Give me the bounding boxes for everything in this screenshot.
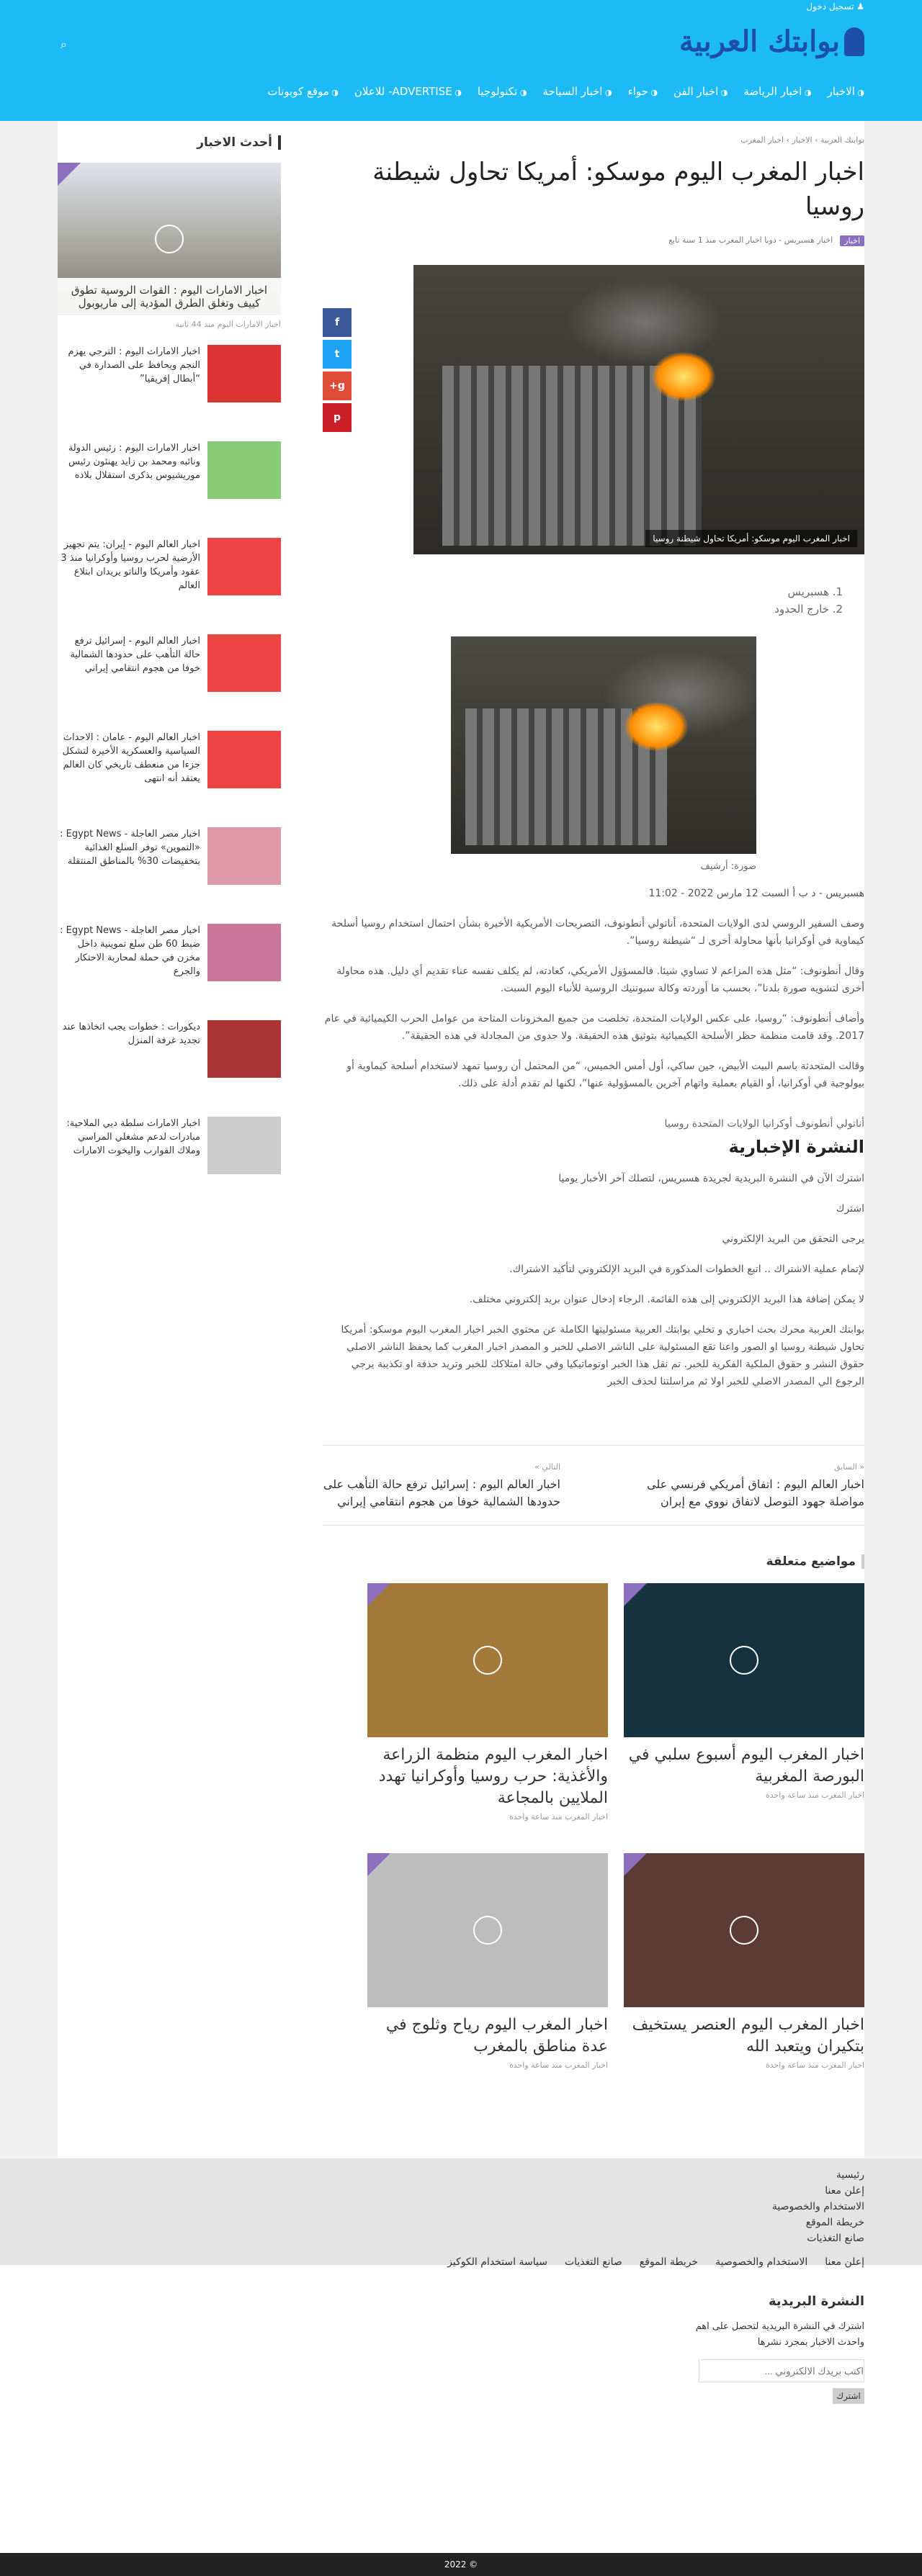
category-badge[interactable]: اخبار	[840, 235, 864, 246]
footer-newsletter: النشرة البريدية اشترك في النشرة البريدية لتحصل على اهم واحدث الاخبار بمجرد نشرها اكتب بريدك الالكتروني ... اشترك	[0, 2265, 922, 2553]
sidebar-news-item[interactable]: اخبار العالم اليوم - إيران: يتم تجهيز الأرضية لحرب روسيا وأوكرانيا منذ 3 عقود وأمريكا والناتو يريدان ابتلاع العالم	[58, 538, 281, 618]
site-title: بوابتك العربية	[679, 24, 840, 58]
camera-icon	[473, 1916, 502, 1945]
newsletter-email-input[interactable]	[699, 2359, 864, 2382]
article-paragraph: وأضاف أنطونوف: “روسيا، على عكس الولايات المتحدة، تخلصت من جميع المخزونات المتاحة من عوامل الحرب الكيميائية في عام 2017. وقد قامت منظمة حظر الأسلحة الكيميائية بتوثيق هذه الحقيقة. ولا جدوى من المجادلة في هذه الحقيقة”.	[324, 1013, 864, 1042]
source-list: 1. هسبريس 2. خارج الحدود	[774, 585, 843, 616]
disclaimer-text: بوابتك العربية محرك بحث اخباري و تخلي بوابتك العربية مسئوليتها الكاملة عن محتوي الخبر اخبار المغرب اليوم موسكو: أمريكا تحاول شيطنة روسيا او الصور واعنا تقع المسئولية على الناشر الاصلي للخبر و المصدر اخبار المغرب كما يحفظ الناشر الاصلي حقوق النشر و حقوق الملكية الفكرية للخبر. تم نقل هذا الخبر اوتوماتيكيا وفي حالة امتلاكك للخبر وتريد حذفة او تكذيبة يرجي الرجوع الي المصدر الاصلي للخبر اولا ثم مراسلتنا لحذف الخبر	[341, 1324, 864, 1387]
camera-icon	[473, 1646, 502, 1675]
sidebar-title: أحدث الاخبار	[58, 135, 281, 150]
nav-advertise[interactable]: ◑ ADVERTISE- للاعلان	[354, 85, 462, 98]
post-navigation	[323, 1445, 864, 1526]
footer-title: رئيسية	[836, 2169, 864, 2181]
nav-art[interactable]: ◑ اخبار الفن	[673, 85, 728, 98]
copyright: © 2022	[0, 2553, 922, 2576]
site-logo[interactable]	[679, 24, 864, 58]
facebook-share-icon[interactable]: f	[323, 308, 352, 337]
newsletter-email-check: يرجى التحقق من البريد الإلكتروني	[722, 1233, 864, 1245]
sidebar-news-item[interactable]: اخبار العالم اليوم - إسرائيل ترفع حالة التأهب على حدودها الشمالية خوفا من هجوم انتقامي إيراني	[58, 634, 281, 715]
newsletter-error: لا يمكن إضافة هذا البريد الإلكتروني إلى هذه القائمة. الرجاء إدخال عنوان بريد إلكتروني مختلف.	[469, 1294, 864, 1305]
article-title: اخبار المغرب اليوم موسكو: أمريكا تحاول شيطنة روسيا	[372, 158, 864, 221]
newsletter-text: اشترك الآن في النشرة البريدية لجريدة هسبريس، لتصلك آخر الأخبار يوميا	[558, 1173, 864, 1184]
featured-news[interactable]: اخبار الامارات اليوم : القوات الروسية تطوق كييف وتغلق الطرق المؤدية إلى ماريوبول	[58, 163, 281, 315]
login-link[interactable]: ♟ تسجيل دخول	[806, 1, 864, 12]
nav-tech[interactable]: ◑ تكنولوجيا	[478, 85, 527, 98]
second-image-caption: صورة: أرشيف	[700, 861, 756, 872]
nav-news[interactable]: ◑ الاخبار	[828, 85, 864, 98]
previous-post-link[interactable]: « السابق اخبار العالم اليوم : اتفاق أمريكي فرنسي على مواصلة جهود التوصل لاتفاق نووي مع إيران	[647, 1462, 864, 1508]
main-nav	[267, 85, 864, 98]
camera-icon	[155, 225, 184, 253]
sidebar-news-item[interactable]: اخبار مصر العاجلة - Egypt News : «التموين» توفر السلع الغذائية بتخفيضات 30% بالمناطق المنتقلة	[58, 827, 281, 908]
footer-links: رئيسية إعلن معنا الاستخدام والخصوصية خريطة الموقع صانع التغذيات إعلن معنا الاستخدام والخصوصية خريطة الموقع صانع التغذيات سياسة استخدام الكوكيز	[0, 2158, 922, 2265]
sidebar-news-item[interactable]: اخبار الامارات اليوم : رئيس الدولة ونائبه ومحمد بن زايد يهنئون رئيس موريشيوس بذكرى استقلال بلاده	[58, 441, 281, 522]
search-icon[interactable]: ⌕	[61, 37, 67, 51]
nav-coupons[interactable]: ◑ موقع كوبونات	[267, 85, 339, 98]
sidebar-news-item[interactable]: اخبار الامارات سلطة دبي الملاحية: مبادرات لدعم مشغلي المراسي وملاك القوارب واليخوت الامارات	[58, 1117, 281, 1197]
sidebar-news-item[interactable]: اخبار العالم اليوم - عامان : الاحداث السياسية والعسكرية الأخيرة لتشكل جزءا من منعطف تاريخي كان العالم يعتقد أنه انتهى	[58, 731, 281, 811]
featured-meta: اخبار الامارات اليوم منذ 44 ثانية	[175, 320, 281, 329]
sidebar-news-item[interactable]: اخبار الامارات اليوم : الترجي يهزم النجم ويحافظ على الصدارة في “أبطال إفريقيا”	[58, 345, 281, 425]
nav-tourism[interactable]: ◑ اخبار السياحة	[542, 85, 612, 98]
camera-icon	[730, 1646, 758, 1675]
related-card[interactable]: اخبار المغرب اليوم العنصر يستخيف بتكيران ويتعبد الله اخبار المغرب منذ ساعة واحدة	[624, 1853, 864, 2070]
newsletter-confirm: لإتمام عملية الاشتراك .. اتبع الخطوات المذكورة في البريد الإلكتروني لتأكيد الاشتراك.	[509, 1264, 864, 1275]
pinterest-share-icon[interactable]: p	[323, 403, 352, 432]
nav-sports[interactable]: ◑ اخبار الرياضة	[743, 85, 811, 98]
hero-caption: اخبار المغرب اليوم موسكو: أمريكا تحاول شيطنة روسيا	[645, 530, 857, 547]
newsletter-submit-button[interactable]: اشترك	[833, 2388, 864, 2404]
share-bar	[323, 308, 352, 435]
article-tags[interactable]: أناتولي أنطونوف أوكرانيا الولايات المتحدة روسيا	[664, 1118, 864, 1130]
article-date: هسبريس - د ب أ السبت 12 مارس 2022 - 11:02	[648, 888, 864, 899]
related-topics	[323, 1554, 864, 2070]
site-header	[0, 0, 922, 121]
main-content	[58, 121, 864, 2158]
google-plus-share-icon[interactable]: g+	[323, 371, 352, 400]
camera-icon	[730, 1916, 758, 1945]
related-card[interactable]: اخبار المغرب اليوم رياح وثلوج في عدة مناطق بالمغرب اخبار المغرب منذ ساعة واحدة	[367, 1853, 608, 2070]
related-card[interactable]: اخبار المغرب اليوم منظمة الزراعة والأغذية: حرب روسيا وأوكرانيا تهدد الملايين بالمجاعة اخبار المغرب منذ ساعة واحدة	[367, 1583, 608, 1821]
related-card[interactable]: اخبار المغرب اليوم أسبوع سلبي في البورصة المغربية اخبار المغرب منذ ساعة واحدة	[624, 1583, 864, 1821]
related-title: مواضيع متعلقة	[323, 1554, 864, 1569]
article-hero-image	[413, 265, 864, 554]
article-paragraph: وقال أنطونوف: “مثل هذه المزاعم لا تساوي شيئا. فالمسؤول الأمريكي، كعادته، لم يكلف نفسه عناء تقديم أي دليل. هذه محاولة أخرى لتشويه صورة بلدنا”، بحسب ما أوردته وكالة سبوتنيك الروسية للأنباء اليوم السبت.	[336, 965, 864, 994]
latest-news-sidebar	[58, 135, 281, 1197]
newsletter-subscribe[interactable]: اشترك	[836, 1203, 864, 1215]
logo-mark-icon	[844, 27, 864, 56]
breadcrumb[interactable]: بوابتك العربية › الاخبار › اخبار المغرب	[740, 135, 864, 145]
article-paragraph: وقالت المتحدثة باسم البيت الأبيض، جين ساكي، أول أمس الخميس، “من المحتمل أن روسيا تمهد لاستخدام أسلحة كيماوية أو بيولوجية في أوكرانيا، أو القيام بعملية واتهام آخرين بالمسؤولية عنها”، لكنها لم تقدم أدلة على ذلك.	[346, 1060, 864, 1089]
sidebar-news-item[interactable]: اخبار مصر العاجلة - Egypt News : ضبط 60 طن سلع تموينية داخل مخزن في حملة لمحاربة الاحتكار والجرع	[58, 924, 281, 1004]
next-post-link[interactable]: التالي » اخبار العالم اليوم : إسرائيل ترفع حالة التأهب على حدودها الشمالية خوفا من هجوم انتقامي إيراني	[323, 1462, 560, 1508]
article-meta: اخبار اخبار هسبريس - دوبا اخبار المغرب منذ 1 سنة تابع	[323, 235, 864, 246]
article-paragraph: وصف السفير الروسي لدى الولايات المتحدة، أناتولي أنطونوف، التصريحات الأمريكية الأخيرة بشأن احتمال استخدام روسيا أسلحة كيماوية في أوكرانيا بأنها محاولة أخرى لـ “شيطنة روسيا”.	[331, 918, 864, 947]
newsletter-title: النشرة الإخبارية	[728, 1137, 864, 1157]
article-second-image	[451, 636, 756, 854]
twitter-share-icon[interactable]: t	[323, 340, 352, 369]
sidebar-news-item[interactable]: ديكورات : خطوات يجب اتخاذها عند تجديد غرفة المنزل	[58, 1020, 281, 1101]
nav-women[interactable]: ◑ حواء	[628, 85, 658, 98]
